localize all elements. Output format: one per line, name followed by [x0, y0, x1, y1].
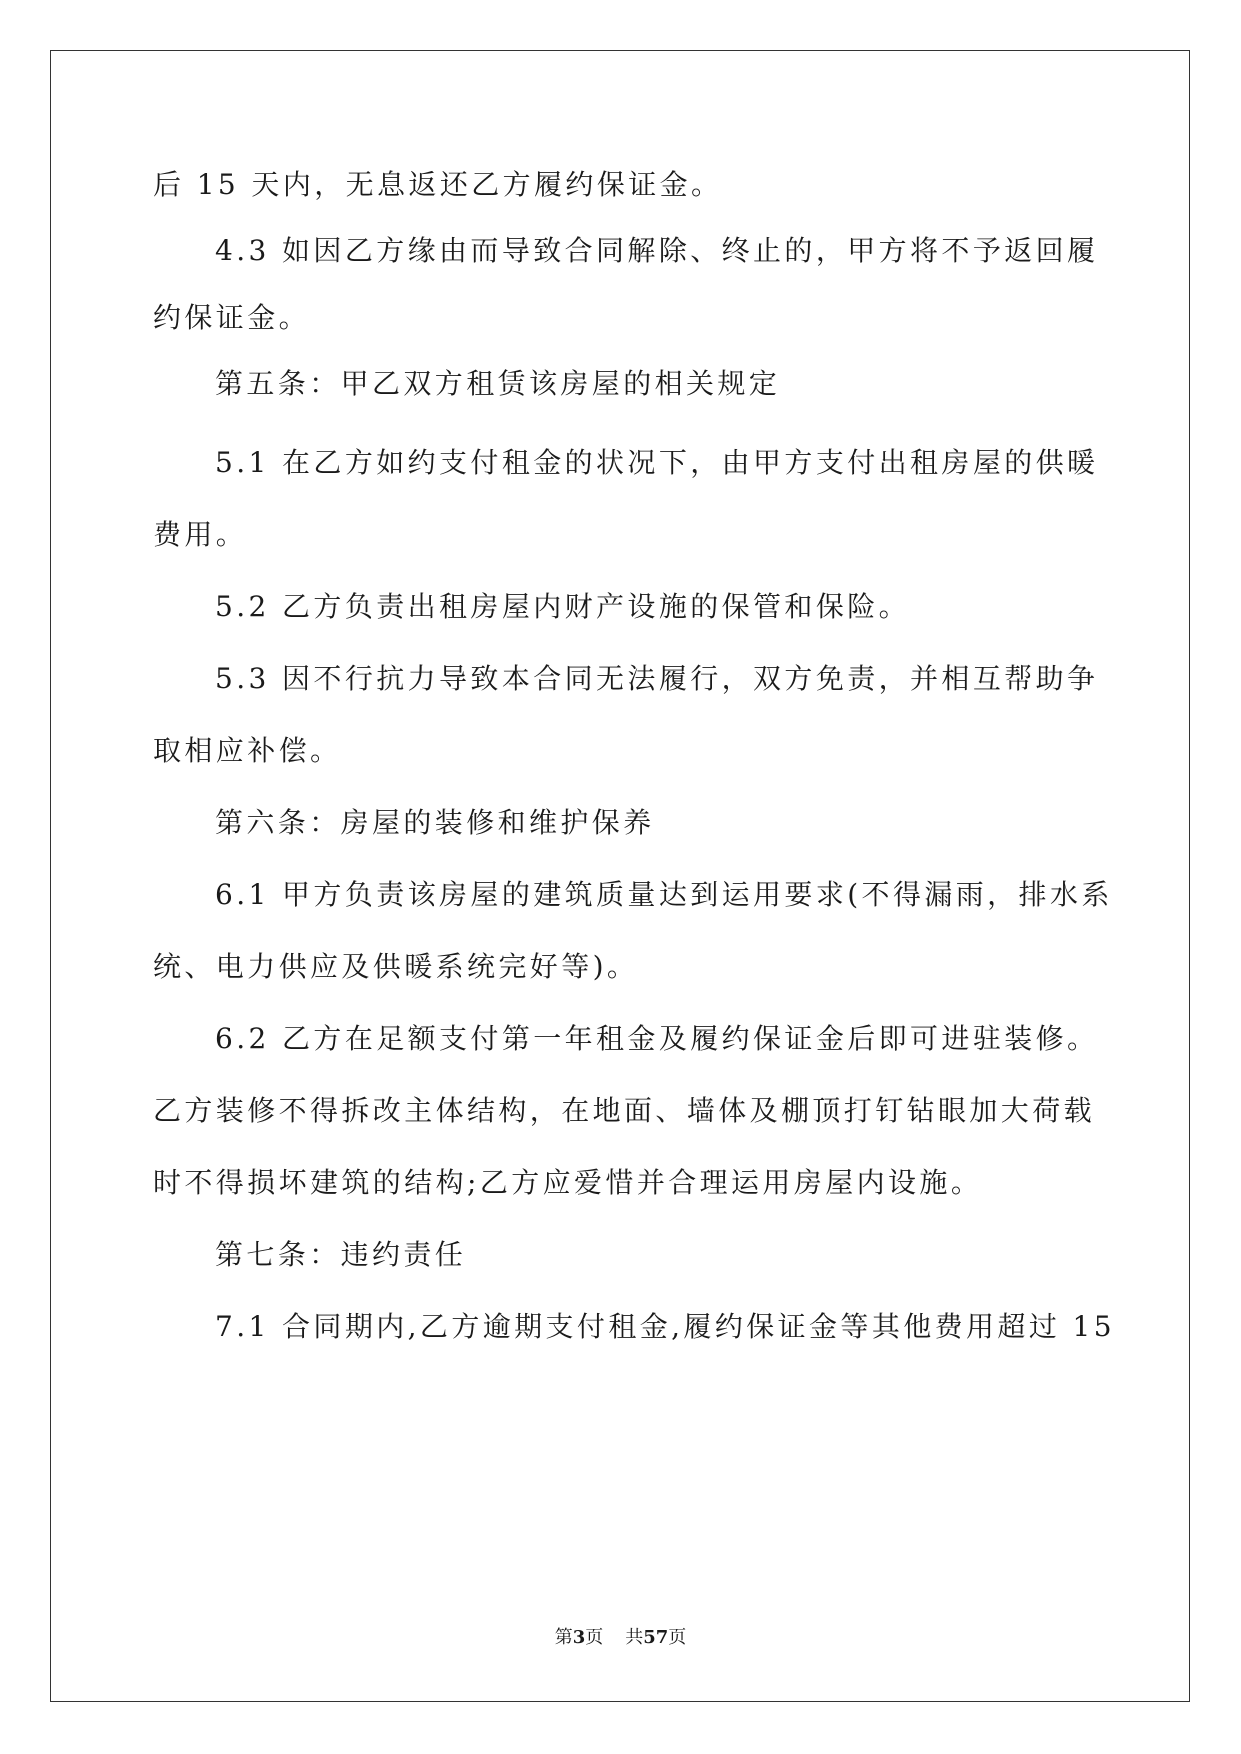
section-heading-7: 第七条：违约责任: [215, 1238, 467, 1271]
text-line-17: 7.1 合同期内,乙方逾期支付租金,履约保证金等其他费用超过 15: [215, 1310, 1115, 1343]
text-line-7: 5.2 乙方负责出租房屋内财产设施的保管和保险。: [215, 590, 911, 623]
text-line-1: 后 15 天内，无息返还乙方履约保证金。: [153, 168, 723, 201]
text-line-15: 时不得损坏建筑的结构;乙方应爱惜并合理运用房屋内设施。: [153, 1166, 983, 1199]
text-line-11: 6.1 甲方负责该房屋的建筑质量达到运用要求(不得漏雨，排水系: [215, 878, 1113, 911]
total-prefix: 共: [625, 1627, 644, 1648]
page-suffix: 页: [585, 1627, 604, 1648]
text-line-8: 5.3 因不行抗力导致本合同无法履行，双方免责，并相互帮助争: [215, 662, 1099, 695]
text-line-14: 乙方装修不得拆改主体结构，在地面、墙体及棚顶打钉钻眼加大荷载: [153, 1094, 1096, 1127]
page-prefix: 第: [554, 1627, 573, 1648]
total-pages: 57: [643, 1627, 669, 1648]
text-line-5: 5.1 在乙方如约支付租金的状况下，由甲方支付出租房屋的供暖: [215, 446, 1099, 479]
text-line-9: 取相应补偿。: [153, 734, 342, 767]
text-line-13: 6.2 乙方在足额支付第一年租金及履约保证金后即可进驻装修。: [215, 1022, 1099, 1055]
text-line-6: 费用。: [153, 518, 248, 551]
section-heading-6: 第六条：房屋的装修和维护保养: [215, 806, 655, 839]
text-line-2: 4.3 如因乙方缘由而导致合同解除、终止的，甲方将不予返回履: [215, 234, 1099, 267]
page-footer: [0, 1626, 1241, 1650]
section-heading-5: 第五条：甲乙双方租赁该房屋的相关规定: [215, 367, 781, 400]
total-suffix: 页: [668, 1627, 687, 1648]
text-line-12: 统、电力供应及供暖系统完好等)。: [153, 950, 639, 983]
page-number: 3: [572, 1627, 586, 1648]
text-line-3: 约保证金。: [153, 301, 311, 334]
